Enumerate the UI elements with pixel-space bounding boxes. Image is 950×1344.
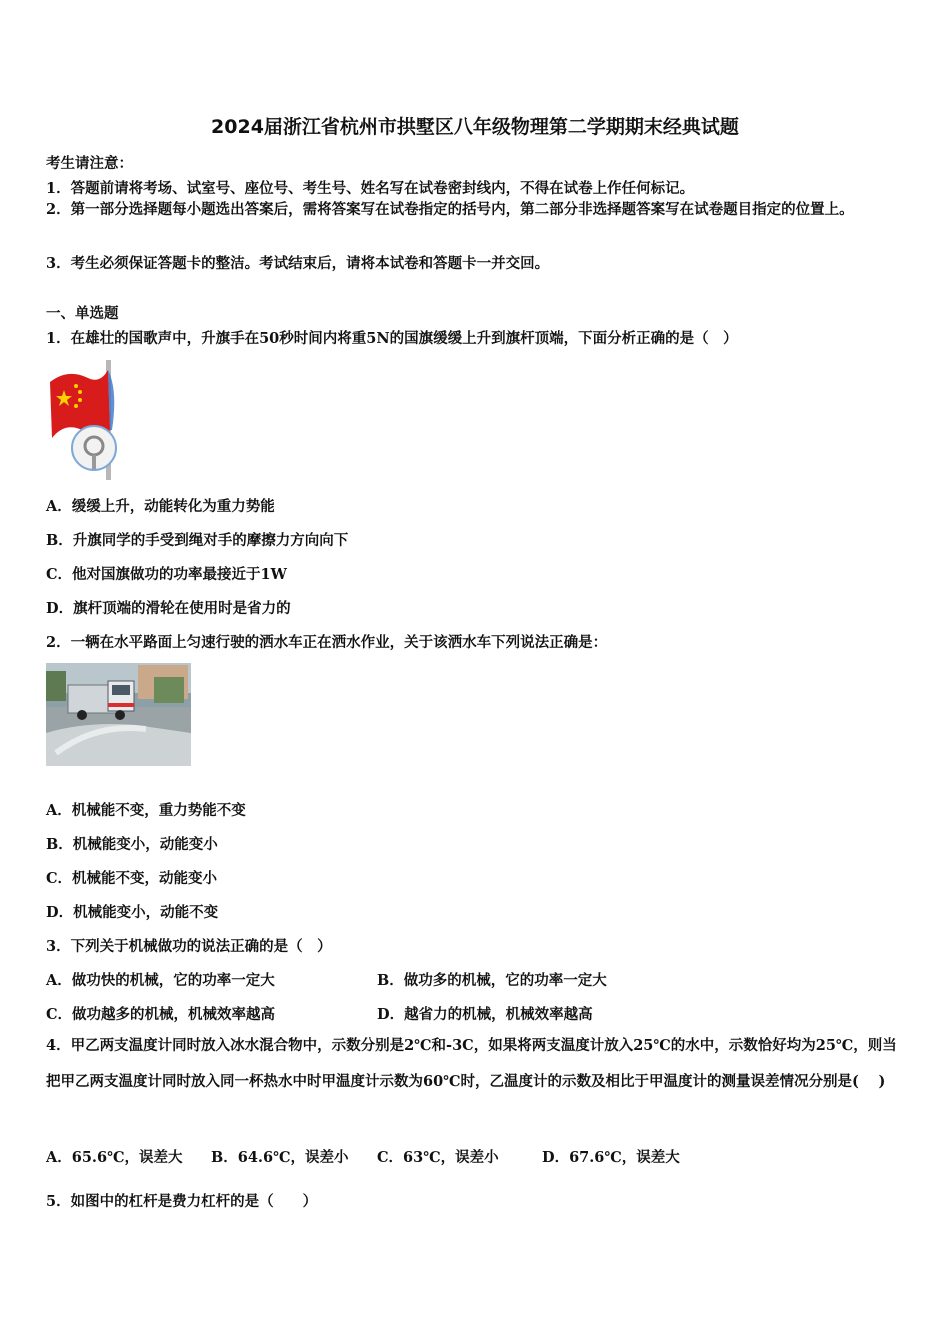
question-4-option-c: C．63℃，误差小 <box>377 1149 499 1166</box>
question-3-option-b: B．做功多的机械，它的功率一定大 <box>377 972 607 989</box>
question-4-option-a: A．65.6℃，误差大 <box>46 1149 183 1166</box>
question-3-stem: 3．下列关于机械做功的说法正确的是（ ） <box>46 938 332 955</box>
question-2-option-c: C．机械能不变，动能变小 <box>46 870 218 887</box>
question-3-option-d: D．越省力的机械，机械效率越高 <box>377 1006 593 1023</box>
water-truck-image <box>46 663 191 766</box>
section-heading: 一、单选题 <box>46 305 119 322</box>
notice-item-3: 3．考生必须保证答题卡的整洁。考试结束后，请将本试卷和答题卡一并交回。 <box>46 255 550 272</box>
notice-heading: 考生请注意： <box>46 155 133 172</box>
question-5-stem: 5．如图中的杠杆是费力杠杆的是（ ） <box>46 1193 318 1210</box>
question-2-option-d: D．机械能变小，动能不变 <box>46 904 219 921</box>
question-4-stem: 4．甲乙两支温度计同时放入冰水混合物中，示数分别是2℃和-3C，如果将两支温度计放入25℃的水中，示数恰好均为25℃，则当把甲乙两支温度计同时放入同一杯热水中时甲温度计示数为60℃时，乙温度计的示数及相比于甲温度计的测量误差情况分别是( ) <box>46 1037 897 1090</box>
question-4-option-d: D．67.6℃，误差大 <box>542 1149 680 1166</box>
notice-item-2: 2．第一部分选择题每小题选出答案后，需将答案写在试卷指定的括号内，第二部分非选择题答案写在试卷题目指定的位置上。 <box>46 201 854 218</box>
question-1-option-a: A．缓缓上升，动能转化为重力势能 <box>46 498 275 515</box>
question-3-option-c: C．做功越多的机械，机械效率越高 <box>46 1006 276 1023</box>
question-2-option-b: B．机械能变小，动能变小 <box>46 836 218 853</box>
notice-item-1: 1．答题前请将考场、试室号、座位号、考生号、姓名写在试卷密封线内，不得在试卷上作任何标记。 <box>46 180 695 197</box>
question-3-option-a: A．做功快的机械，它的功率一定大 <box>46 972 275 989</box>
question-1-option-d: D．旗杆顶端的滑轮在使用时是省力的 <box>46 600 291 617</box>
question-1-option-b: B．升旗同学的手受到绳对手的摩擦力方向向下 <box>46 532 349 549</box>
question-2-option-a: A．机械能不变，重力势能不变 <box>46 802 246 819</box>
question-1-stem: 1．在雄壮的国歌声中，升旗手在50秒时间内将重5N的国旗缓缓上升到旗杆顶端，下面分析正确的是（ ） <box>46 330 738 347</box>
question-1-option-c: C．他对国旗做功的功率最接近于1W <box>46 566 287 583</box>
question-4-option-b: B．64.6℃，误差小 <box>211 1149 349 1166</box>
page-title: 2024届浙江省杭州市拱墅区八年级物理第二学期期末经典试题 <box>211 116 739 138</box>
flag-raising-image <box>48 360 128 480</box>
question-2-stem: 2．一辆在水平路面上匀速行驶的洒水车正在洒水作业，关于该洒水车下列说法正确是： <box>46 634 608 651</box>
